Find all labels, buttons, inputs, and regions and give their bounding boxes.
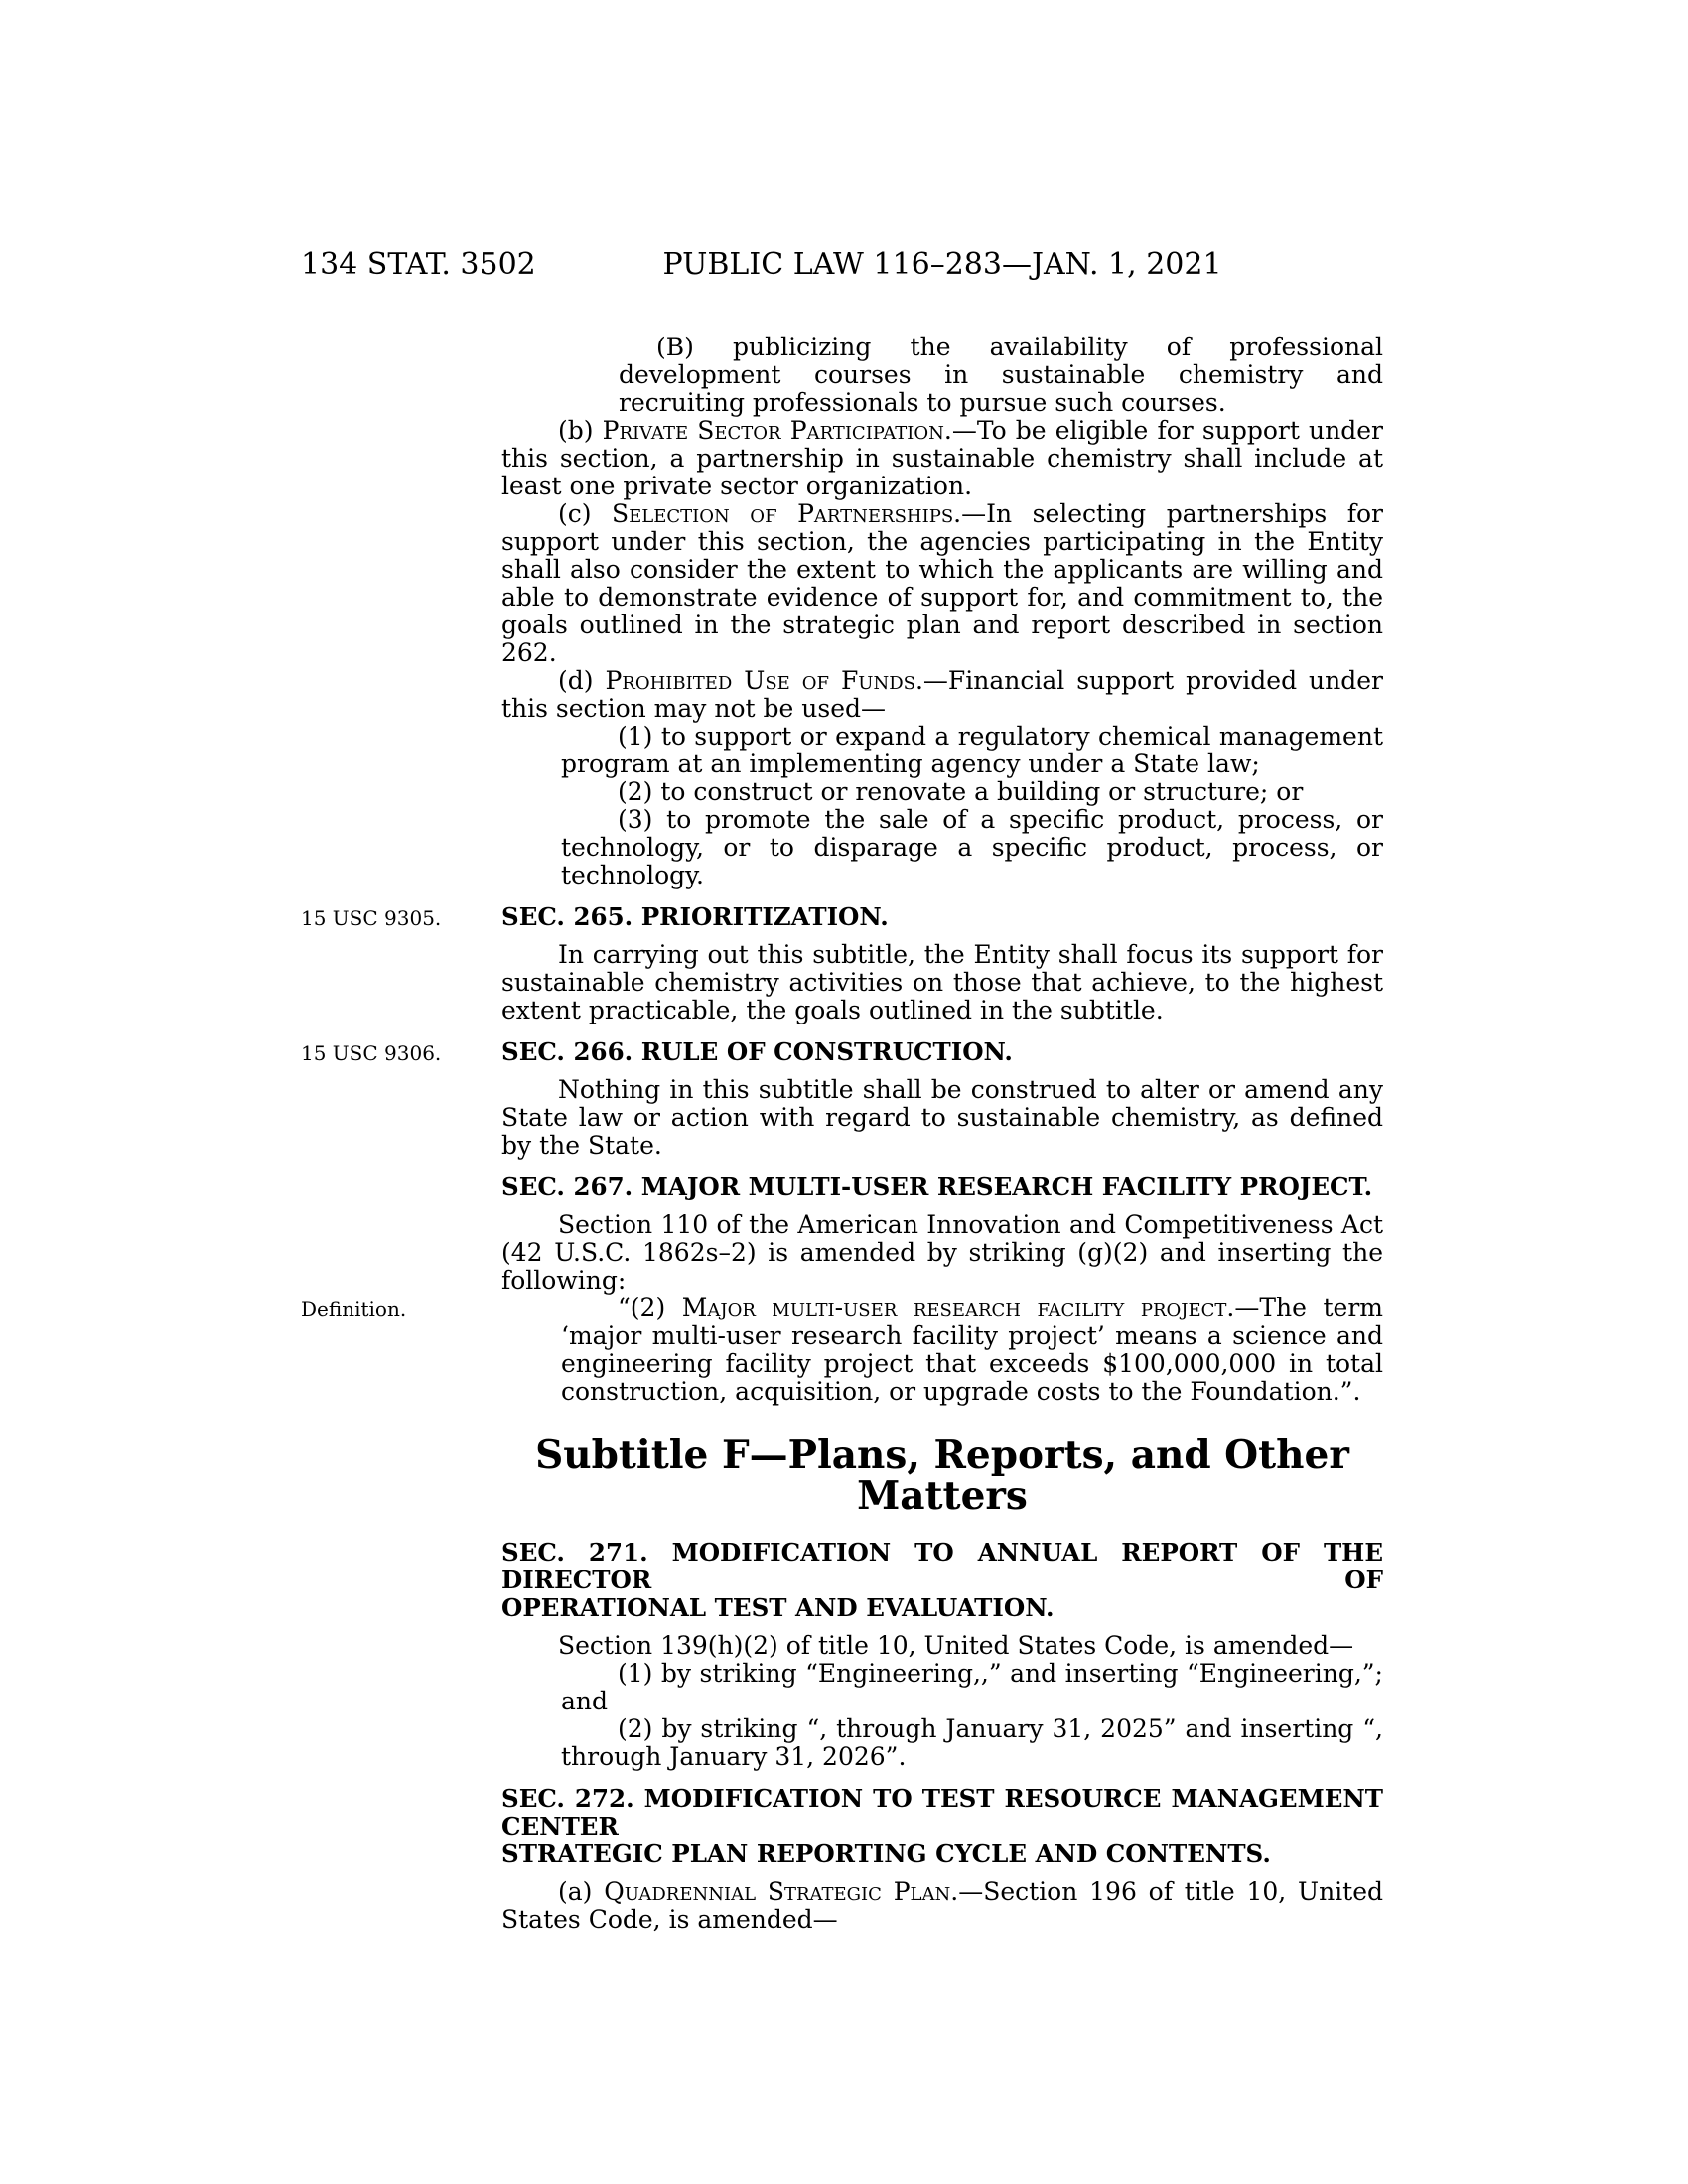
text-run: (1) to support or expand a regulatory chemical management program at an implementing agency under a State law; bbox=[561, 722, 1383, 778]
heading-line: STRATEGIC PLAN REPORTING CYCLE AND CONTENTS. bbox=[501, 1840, 1271, 1868]
text-run: (a) bbox=[558, 1877, 605, 1906]
heading-line: SEC. 266. RULE OF CONSTRUCTION. bbox=[501, 1037, 1013, 1066]
text-run: .—Section 196 of title 10, United States Code, is amended— bbox=[501, 1877, 1384, 1934]
paragraph bbox=[501, 667, 1383, 723]
text-run: .—To be eligible for support under this section, a partnership in sustainable chemistry shall include at least one private sector organization. bbox=[501, 416, 1383, 500]
sec-heading bbox=[301, 902, 1383, 931]
margin-note: 15 USC 9306. bbox=[301, 1041, 442, 1065]
smallcaps-run: Prohibited Use of Funds bbox=[605, 666, 915, 695]
public-law-header: PUBLIC LAW 116–283—JAN. 1, 2021 bbox=[662, 247, 1222, 282]
heading-line: OPERATIONAL TEST AND EVALUATION. bbox=[501, 1593, 1055, 1622]
paragraph bbox=[301, 1294, 1383, 1406]
text-run: Nothing in this subtitle shall be construed to alter or amend any State law or action with regard to sustainable chemistry, as defined by the State. bbox=[501, 1075, 1383, 1160]
text-run: .—The term ‘major multi-user research facility project’ means a science and engineering facility project that exceeds $100,000,000 in total construction, acquisition, or upgrade costs to the Foundation.”. bbox=[561, 1294, 1383, 1406]
stat-page-number: 134 STAT. 3502 bbox=[301, 247, 536, 282]
paragraph bbox=[501, 941, 1383, 1024]
text-run: (2) to construct or renovate a building or structure; or bbox=[618, 777, 1304, 806]
paragraph bbox=[501, 1211, 1383, 1295]
sec-heading bbox=[501, 1539, 1383, 1622]
margin-note: Definition. bbox=[301, 1297, 407, 1321]
subtitle-heading bbox=[501, 1435, 1383, 1517]
paragraph bbox=[561, 1660, 1383, 1715]
text-run: (c) bbox=[558, 499, 613, 528]
text-run: In carrying out this subtitle, the Entity shall focus its support for sustainable chemistry activities on those that achieve, to the highest extent practicable, the goals outlined in the subtitle. bbox=[501, 940, 1383, 1024]
text-run: Section 110 of the American Innovation and Competitiveness Act (42 U.S.C. 1862s–2) is amended by striking (g)(2) and inserting the following: bbox=[501, 1210, 1383, 1295]
text-run: Section 139(h)(2) of title 10, United States Code, is amended— bbox=[558, 1631, 1354, 1660]
text-run: (3) to promote the sale of a specific product, process, or technology, or to disparage a specific product, process, or technology. bbox=[561, 805, 1383, 889]
text-run: “(2) bbox=[618, 1294, 682, 1322]
text-run: .—In selecting partnerships for support under this section, the agencies participating in the Entity shall also consider the extent to which the applicants are willing and able to demonstrate evidence of support for, and commitment to, the goals outlined in the strategic plan and report described in section 262. bbox=[501, 499, 1383, 667]
heading-line: SEC. 265. PRIORITIZATION. bbox=[501, 902, 889, 931]
text-run: (1) by striking “Engineering,,” and inserting “Engineering,”; and bbox=[561, 1659, 1383, 1715]
sec-heading bbox=[301, 1037, 1383, 1066]
text-run: (B) publicizing the availability of professional development courses in sustainable chemistry and recruiting professionals to pursue such courses. bbox=[619, 333, 1383, 417]
paragraph bbox=[561, 723, 1383, 778]
paragraph bbox=[619, 334, 1383, 417]
heading-line: Subtitle F—Plans, Reports, and Other bbox=[535, 1433, 1349, 1478]
paragraph bbox=[561, 806, 1383, 889]
text-run: (d) bbox=[558, 666, 606, 695]
paragraph bbox=[501, 417, 1383, 500]
text-run: (b) bbox=[558, 416, 603, 445]
paragraph bbox=[501, 500, 1383, 667]
smallcaps-run: Major multi-user research facility project bbox=[681, 1294, 1227, 1322]
smallcaps-run: Private Sector Participation bbox=[602, 416, 944, 445]
heading-line: SEC. 272. MODIFICATION TO TEST RESOURCE MANAGEMENT CENTER bbox=[501, 1784, 1383, 1841]
heading-line: SEC. 271. MODIFICATION TO ANNUAL REPORT OF THE DIRECTOR OF bbox=[501, 1538, 1383, 1594]
paragraph bbox=[561, 1715, 1383, 1771]
paragraph bbox=[561, 778, 1383, 806]
heading-line: Matters bbox=[857, 1473, 1028, 1519]
text-run: .—Financial support provided under this section may not be used— bbox=[501, 666, 1383, 723]
heading-line: SEC. 267. MAJOR MULTI-USER RESEARCH FACILITY PROJECT. bbox=[501, 1172, 1373, 1201]
margin-note: 15 USC 9305. bbox=[301, 906, 442, 930]
smallcaps-run: Selection of Partnerships bbox=[612, 499, 954, 528]
paragraph bbox=[501, 1076, 1383, 1160]
body-column bbox=[301, 333, 1384, 1934]
paragraph bbox=[501, 1632, 1383, 1660]
sec-heading bbox=[501, 1173, 1383, 1201]
sec-heading bbox=[501, 1785, 1383, 1868]
smallcaps-run: Quadrennial Strategic Plan bbox=[604, 1877, 951, 1906]
text-run: (2) by striking “, through January 31, 2025” and inserting “, through January 31, 2026”. bbox=[561, 1714, 1383, 1771]
paragraph bbox=[501, 1878, 1383, 1934]
